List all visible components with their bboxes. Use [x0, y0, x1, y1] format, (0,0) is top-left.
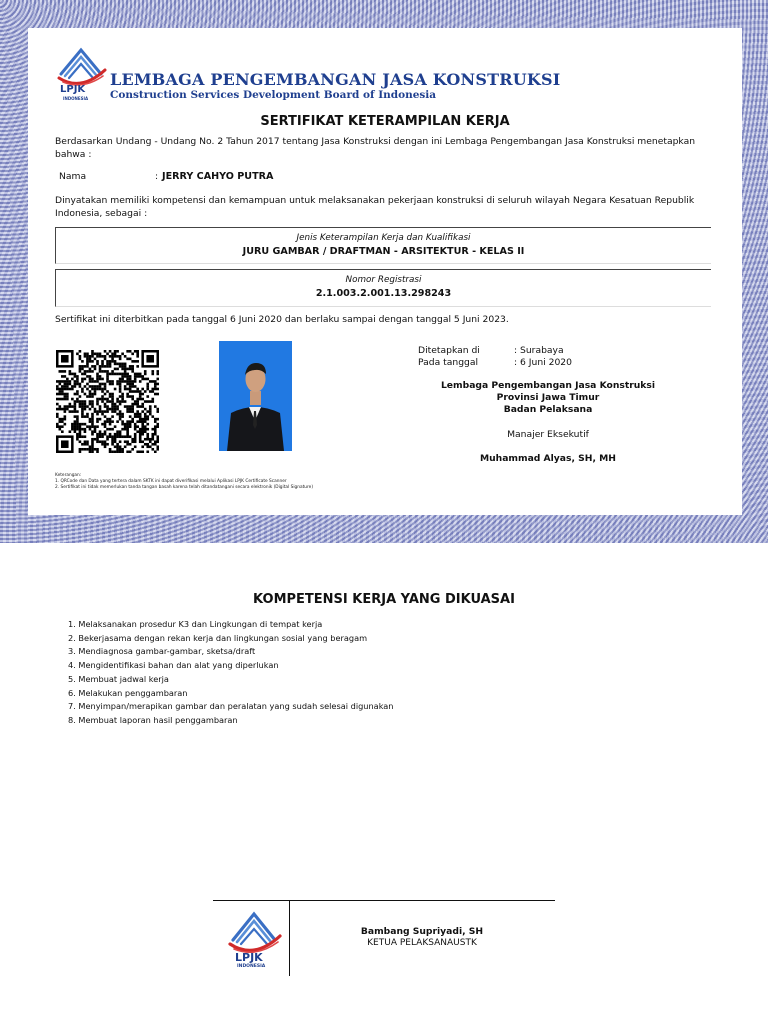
org-name: LEMBAGA PENGEMBANGAN JASA KONSTRUKSI — [110, 70, 561, 89]
validity-text: Sertifikat ini diterbitkan pada tanggal 6 Juni 2020 dan berlaku sampai dengan tanggal 5 Juni 2023. — [55, 314, 509, 325]
name-label: Nama — [59, 171, 87, 182]
skill-label: Jenis Keterampilan Kerja dan Kualifikasi — [296, 233, 471, 243]
issued-at-value: : Surabaya — [514, 345, 564, 356]
statement-text: Dinyatakan memiliki kompetensi dan kemampuan untuk melaksanakan pekerjaan konstruksi di seluruh wilayah Negara Kesatuan Republik Indonesia, sebagai : — [55, 195, 695, 219]
issued-date-value: : 6 Juni 2020 — [514, 357, 572, 368]
skill-box — [55, 227, 711, 264]
list-item: 7. Menyimpan/merapikan gambar dan peralatan yang sudah selesai digunakan — [68, 701, 394, 712]
note-1: 1. QRCode dan Data yang tertera dalam SKTK ini dapat diverifikasi melalui Aplikasi LPJK Certificate Scanner — [55, 479, 287, 484]
issued-at-label: Ditetapkan di — [418, 345, 480, 356]
intro-text: Berdasarkan Undang - Undang No. 2 Tahun 2017 tentang Jasa Konstruksi dengan ini Lembaga Pengembangan Jasa Konstruksi menetapkan bahwa : — [55, 136, 696, 160]
skill-value: JURU GAMBAR / DRAFTMAN - ARSITEKTUR - KELAS II — [242, 246, 525, 257]
lpjk-logo — [53, 40, 109, 102]
logo-subtext: INDONESIA — [63, 96, 89, 101]
registration-label: Nomor Registrasi — [345, 275, 422, 285]
name-separator: : — [155, 171, 159, 182]
footer-logo-text: LPJK — [235, 951, 263, 964]
list-item: 4. Mengidentifikasi bahan dan alat yang diperlukan — [68, 660, 279, 671]
list-item: 1. Melaksanakan prosedur K3 dan Lingkungan di tempat kerja — [68, 619, 323, 629]
note-2: 2. Sertifikat ini tidak memerlukan tanda tangan basah karena telah ditandatangani secara elektronik (Digital Signature) — [55, 485, 314, 490]
issued-date-label: Pada tanggal — [418, 357, 479, 368]
issuer-line-2: Provinsi Jawa Timur — [496, 392, 600, 403]
registration-box — [55, 269, 711, 307]
list-item: 2. Bekerjasama dengan rekan kerja dan lingkungan sosial yang beragam — [68, 632, 368, 643]
list-item: 3. Mendiagnosa gambar-gambar, sketsa/draft — [68, 646, 256, 657]
competencies-title: KOMPETENSI KERJA YANG DIKUASAI — [253, 592, 515, 607]
list-item: 5. Membuat jadwal kerja — [68, 673, 169, 684]
holder-photo — [219, 341, 292, 451]
certificate-title: SERTIFIKAT KETERAMPILAN KERJA — [260, 114, 510, 129]
qr-code-icon[interactable] — [56, 350, 159, 453]
footer-lpjk-logo — [224, 904, 284, 972]
notes-title: Keterangan: — [55, 473, 82, 478]
competency-list — [68, 618, 394, 728]
issuer-line-3: Badan Pelaksana — [503, 404, 593, 415]
footer-divider — [213, 900, 555, 901]
issuer-line-1: Lembaga Pengembangan Jasa Konstruksi — [440, 380, 656, 391]
list-item: 6. Melakukan penggambaran — [68, 687, 188, 698]
footer-logo-subtext: INDONESIA — [237, 964, 266, 969]
logo-text: LPJK — [60, 84, 86, 95]
signer-name: Muhammad Alyas, SH, MH — [480, 453, 616, 464]
footer-signer-role: KETUA PELAKSANAUSTK — [367, 938, 477, 948]
holder-name: JERRY CAHYO PUTRA — [162, 171, 274, 182]
certificate-page — [28, 28, 742, 515]
signer-role: Manajer Eksekutif — [507, 429, 589, 440]
org-subtitle: Construction Services Development Board of Indonesia — [110, 89, 437, 101]
footer-signer-name: Bambang Supriyadi, SH — [360, 926, 484, 937]
registration-number: 2.1.003.2.001.13.298243 — [315, 288, 452, 299]
list-item: 8. Membuat laporan hasil penggambaran — [68, 714, 238, 725]
